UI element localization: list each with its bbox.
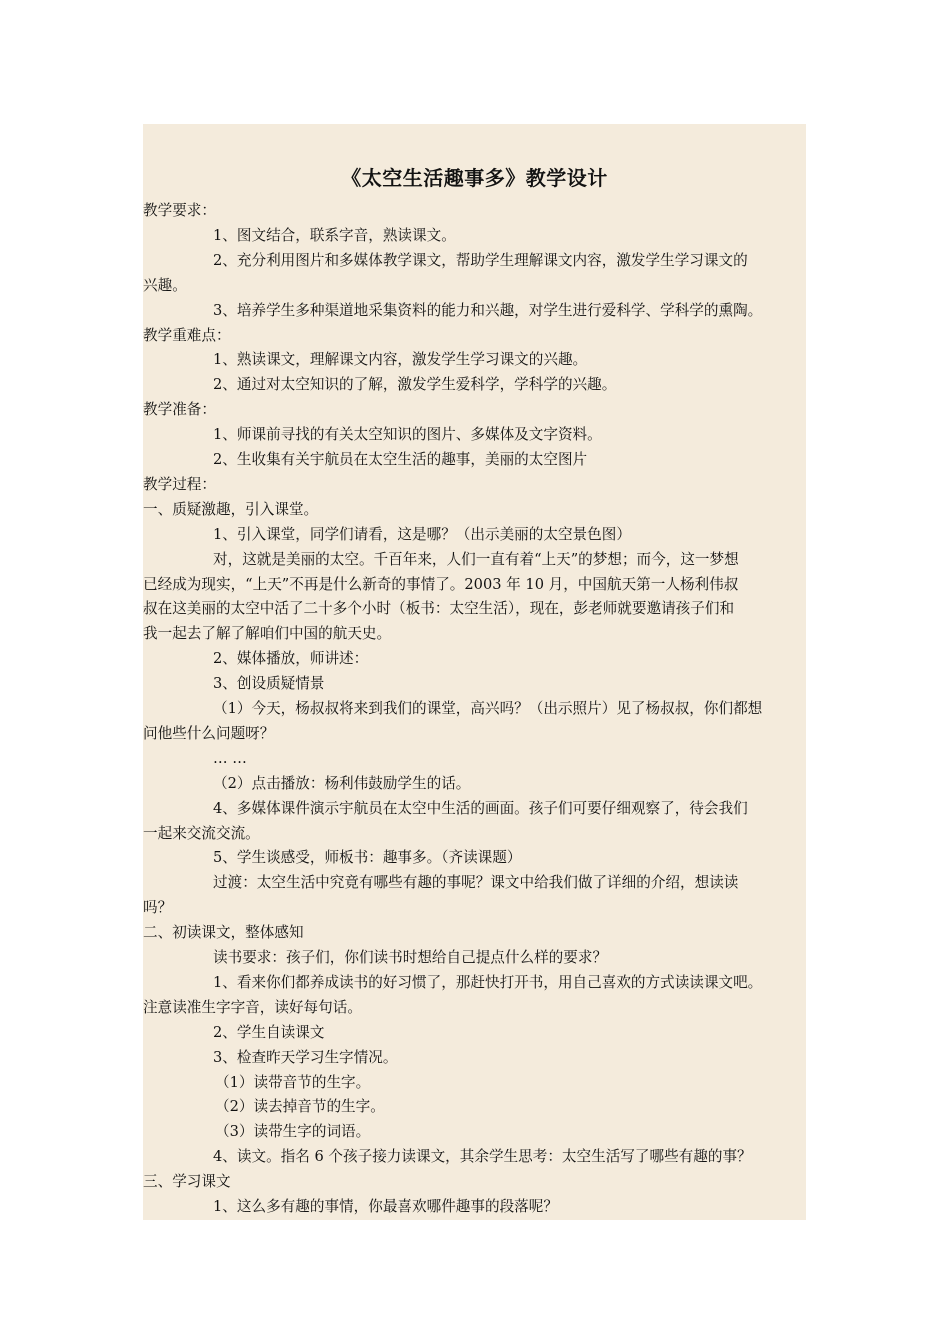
text-line: … … bbox=[213, 749, 247, 767]
text-line: 4、多媒体课件演示宇航员在太空中生活的画面。孩子们可要仔细观察了，待会我们 bbox=[213, 799, 748, 817]
text-line: 叔在这美丽的太空中活了二十多个小时（板书：太空生活），现在，彭老师就要邀请孩子们和 bbox=[143, 600, 735, 618]
text-line: 2、生收集有关宇航员在太空生活的趣事，美丽的太空图片 bbox=[213, 451, 588, 468]
text-line: 3、检查昨天学习生字情况。 bbox=[213, 1048, 398, 1066]
text-line: 三、学习课文 bbox=[143, 1173, 231, 1191]
text-line: 教学准备： bbox=[143, 401, 216, 419]
text-line: 2、充分利用图片和多媒体教学课文，帮助学生理解课文内容，激发学生学习课文的 bbox=[213, 251, 748, 269]
document-page bbox=[143, 124, 806, 1220]
text-line: 3、培养学生多种渠道地采集资料的能力和兴趣，对学生进行爱科学、学科学的熏陶。 bbox=[213, 301, 763, 319]
text-line: 已经成为现实，“上天”不再是什么新奇的事情了。2003 年 10 月，中国航天第一人杨利伟叔 bbox=[143, 575, 739, 593]
text-line: 5、学生谈感受，师板书：趣事多。（齐读课题） bbox=[213, 849, 522, 867]
text-line: 吗？ bbox=[143, 899, 173, 917]
text-line: （3）读带生字的词语。 bbox=[215, 1123, 371, 1141]
text-line: 2、通过对太空知识的了解，激发学生爱科学，学科学的兴趣。 bbox=[213, 376, 617, 394]
text-line: 1、看来你们都养成读书的好习惯了，那赶快打开书，用自己喜欢的方式读读课文吧。 bbox=[213, 973, 763, 991]
text-line: （1）读带音节的生字。 bbox=[215, 1073, 371, 1091]
text-line: 教学重难点： bbox=[143, 326, 231, 344]
text-line: 对，这就是美丽的太空。千百年来，人们一直有着“上天”的梦想；而今，这一梦想 bbox=[213, 550, 739, 568]
text-line: 1、熟读课文，理解课文内容，激发学生学习课文的兴趣。 bbox=[213, 351, 588, 369]
text-line: 过渡：太空生活中究竟有哪些有趣的事呢？课文中给我们做了详细的介绍，想读读 bbox=[213, 874, 739, 892]
text-line: 1、师课前寻找的有关太空知识的图片、多媒体及文字资料。 bbox=[213, 426, 602, 444]
text-line: 一起来交流交流。 bbox=[143, 824, 260, 842]
text-line: 教学要求： bbox=[143, 202, 216, 219]
text-line: 教学过程： bbox=[143, 475, 216, 493]
text-line: （2）读去掉音节的生字。 bbox=[215, 1098, 385, 1116]
text-line: 兴趣。 bbox=[143, 276, 187, 294]
text-line: 2、媒体播放，师讲述： bbox=[213, 650, 369, 668]
text-line: 读书要求：孩子们，你们读书时想给自己提点什么样的要求？ bbox=[213, 949, 608, 966]
text-line: 一、质疑激趣，引入课堂。 bbox=[143, 500, 319, 518]
document-title: 《太空生活趣事多》教学设计 bbox=[341, 166, 608, 190]
text-line: 1、图文结合，联系字音，熟读课文。 bbox=[213, 226, 456, 244]
text-line: 二、初读课文，整体感知 bbox=[143, 924, 304, 942]
text-line: 3、创设质疑情景 bbox=[213, 675, 325, 693]
text-line: 注意读准生字字音，读好每句话。 bbox=[143, 998, 362, 1016]
text-line: 4、读文。指名 6 个孩子接力读课文，其余学生思考：太空生活写了哪些有趣的事？ bbox=[213, 1148, 752, 1166]
text-line: 我一起去了解了解咱们中国的航天史。 bbox=[143, 625, 392, 643]
text-line: （1）今天，杨叔叔将来到我们的课堂，高兴吗？（出示照片）见了杨叔叔，你们都想 bbox=[213, 700, 763, 717]
text-line: （2）点击播放：杨利伟鼓励学生的话。 bbox=[213, 774, 471, 792]
text-line: 2、学生自读课文 bbox=[213, 1023, 325, 1041]
text-line: 问他些什么问题呀？ bbox=[143, 724, 275, 742]
text-line: 1、引入课堂，同学们请看，这是哪？（出示美丽的太空景色图） bbox=[213, 525, 631, 543]
text-line: 1、这么多有趣的事情，你最喜欢哪件趣事的段落呢？ bbox=[213, 1198, 558, 1215]
